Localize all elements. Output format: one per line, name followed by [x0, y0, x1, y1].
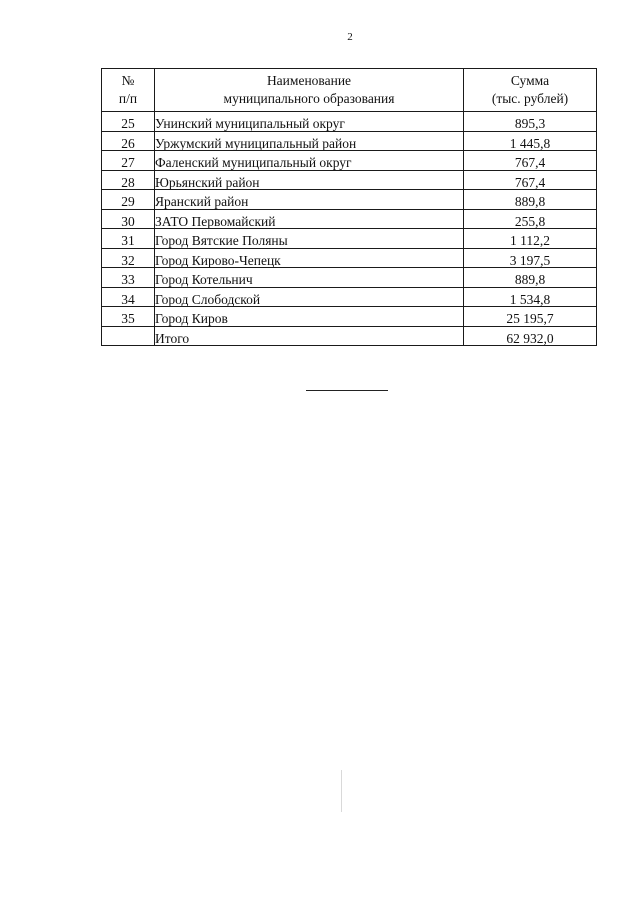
row-name: Город Кирово-Чепецк	[155, 248, 464, 268]
table-row	[102, 209, 597, 229]
row-name: Фаленский муниципальный округ	[155, 151, 464, 171]
header-sum-line-2: (тыс. рублей)	[491, 91, 569, 106]
row-number: 32	[102, 248, 155, 268]
scan-mark	[341, 770, 342, 812]
table-row	[102, 170, 597, 190]
row-sum: 3 197,5	[464, 248, 597, 268]
row-sum: 1 112,2	[464, 229, 597, 249]
table-row	[102, 112, 597, 132]
table-body	[102, 112, 597, 346]
row-name: Город Вятские Поляны	[155, 229, 464, 249]
row-name: ЗАТО Первомайский	[155, 209, 464, 229]
table-row	[102, 248, 597, 268]
header-num-line-1: №	[121, 73, 135, 88]
header-num-line-2: п/п	[118, 91, 138, 106]
row-sum: 25 195,7	[464, 307, 597, 327]
row-number: 31	[102, 229, 155, 249]
header-sum-line-1: Сумма	[510, 73, 550, 88]
row-name: Город Слободской	[155, 287, 464, 307]
header-num	[102, 69, 155, 112]
table-row	[102, 287, 597, 307]
row-number: 30	[102, 209, 155, 229]
table-row	[102, 151, 597, 171]
row-number: 29	[102, 190, 155, 210]
row-sum: 889,8	[464, 268, 597, 288]
row-number: 25	[102, 112, 155, 132]
row-name: Уржумский муниципальный район	[155, 131, 464, 151]
header-name-line-2: муниципального образования	[223, 91, 395, 106]
total-number	[102, 326, 155, 346]
header-name-line-1: Наименование	[266, 73, 352, 88]
row-number: 26	[102, 131, 155, 151]
table-header	[102, 69, 597, 112]
row-number: 27	[102, 151, 155, 171]
row-sum: 895,3	[464, 112, 597, 132]
row-name: Город Киров	[155, 307, 464, 327]
page-number: 2	[347, 31, 353, 43]
header-row	[102, 69, 597, 112]
row-number: 35	[102, 307, 155, 327]
row-sum: 255,8	[464, 209, 597, 229]
row-name: Город Котельнич	[155, 268, 464, 288]
table-row	[102, 131, 597, 151]
total-row	[102, 326, 597, 346]
header-sum	[464, 69, 597, 112]
table-row	[102, 307, 597, 327]
row-sum: 1 445,8	[464, 131, 597, 151]
table-row	[102, 268, 597, 288]
table-row	[102, 190, 597, 210]
row-name: Юрьянский район	[155, 170, 464, 190]
row-name: Яранский район	[155, 190, 464, 210]
header-name	[155, 69, 464, 112]
row-number: 33	[102, 268, 155, 288]
row-sum: 767,4	[464, 151, 597, 171]
row-name: Унинский муниципальный округ	[155, 112, 464, 132]
row-sum: 889,8	[464, 190, 597, 210]
row-sum: 767,4	[464, 170, 597, 190]
allocation-table	[101, 68, 597, 346]
table-row	[102, 229, 597, 249]
total-label: Итого	[155, 326, 464, 346]
end-divider	[306, 390, 388, 391]
row-number: 28	[102, 170, 155, 190]
row-sum: 1 534,8	[464, 287, 597, 307]
row-number: 34	[102, 287, 155, 307]
total-sum: 62 932,0	[464, 326, 597, 346]
